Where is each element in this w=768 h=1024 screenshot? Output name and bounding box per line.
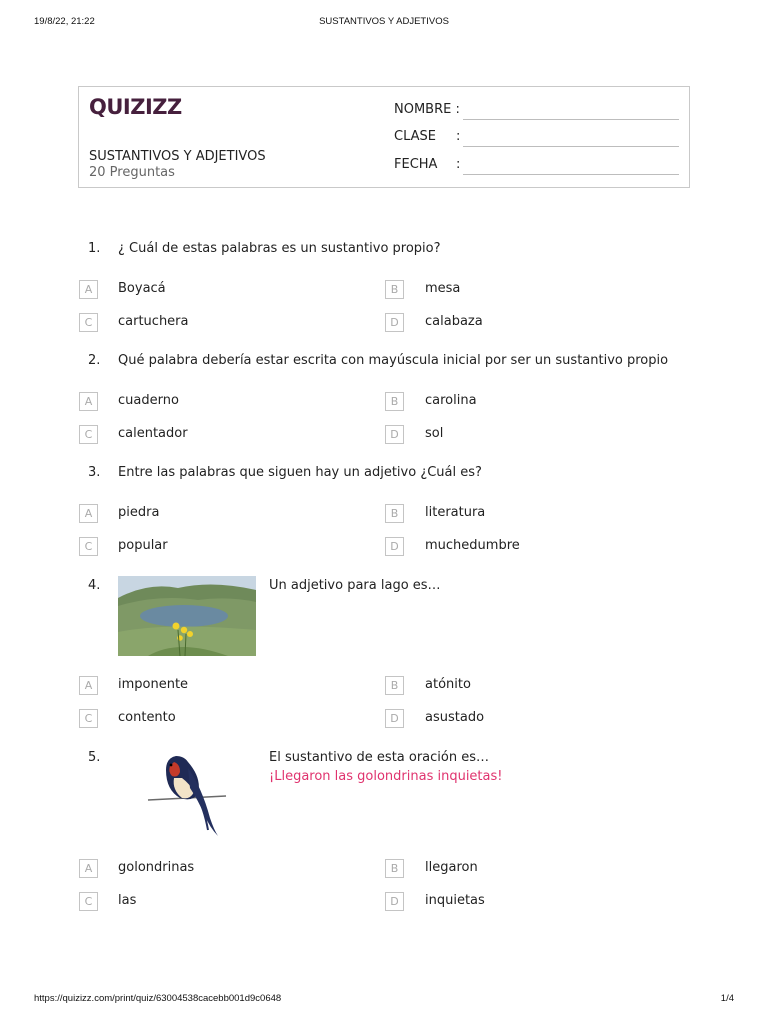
option-letter-c[interactable]: C bbox=[79, 425, 98, 444]
option-text[interactable]: carolina bbox=[425, 393, 477, 408]
question-text: Qué palabra debería estar escrita con mayúscula inicial por ser un sustantivo propio bbox=[118, 353, 669, 368]
quiz-header-box bbox=[78, 86, 690, 188]
option-letter-c[interactable]: C bbox=[79, 892, 98, 911]
name-field bbox=[394, 102, 460, 117]
option-letter-a[interactable]: A bbox=[79, 392, 98, 411]
option-text[interactable]: mesa bbox=[425, 281, 461, 296]
option-text[interactable]: Boyacá bbox=[118, 281, 166, 296]
option-letter-a[interactable]: A bbox=[79, 676, 98, 695]
option-letter-c[interactable]: C bbox=[79, 537, 98, 556]
option-text[interactable]: popular bbox=[118, 538, 168, 553]
question-number: 1. bbox=[88, 241, 101, 256]
option-text[interactable]: literatura bbox=[425, 505, 486, 520]
option-text[interactable]: imponente bbox=[118, 677, 189, 692]
date-label: FECHA bbox=[394, 157, 438, 172]
option-text[interactable]: calentador bbox=[118, 426, 188, 441]
question-number: 4. bbox=[88, 578, 101, 593]
option-letter-a[interactable]: A bbox=[79, 504, 98, 523]
option-letter-d[interactable]: D bbox=[385, 892, 404, 911]
option-text[interactable]: golondrinas bbox=[118, 860, 195, 875]
option-text[interactable]: sol bbox=[425, 426, 444, 441]
name-line[interactable] bbox=[463, 119, 679, 120]
option-text[interactable]: contento bbox=[118, 710, 176, 725]
page-number: 1/4 bbox=[720, 993, 734, 1004]
option-text[interactable]: asustado bbox=[425, 710, 485, 725]
question-number: 2. bbox=[88, 353, 101, 368]
option-text[interactable]: llegaron bbox=[425, 860, 478, 875]
option-text[interactable]: atónito bbox=[425, 677, 471, 692]
option-letter-b[interactable]: B bbox=[385, 676, 404, 695]
question-number: 5. bbox=[88, 750, 101, 765]
question-number: 3. bbox=[88, 465, 101, 480]
question-count: 20 Preguntas bbox=[89, 165, 175, 180]
option-text[interactable]: muchedumbre bbox=[425, 538, 520, 553]
quiz-title: SUSTANTIVOS Y ADJETIVOS bbox=[89, 149, 266, 164]
print-title: SUSTANTIVOS Y ADJETIVOS bbox=[319, 16, 449, 27]
lake-image bbox=[118, 576, 256, 656]
option-text[interactable]: piedra bbox=[118, 505, 160, 520]
option-letter-b[interactable]: B bbox=[385, 392, 404, 411]
date-line[interactable] bbox=[463, 174, 679, 175]
option-letter-a[interactable]: A bbox=[79, 859, 98, 878]
option-letter-b[interactable]: B bbox=[385, 280, 404, 299]
print-url[interactable]: https://quizizz.com/print/quiz/63004538cacebb001d9c0648 bbox=[34, 993, 282, 1004]
option-text[interactable]: cuaderno bbox=[118, 393, 179, 408]
question-text: El sustantivo de esta oración es… bbox=[269, 750, 490, 765]
option-letter-c[interactable]: C bbox=[79, 709, 98, 728]
option-letter-c[interactable]: C bbox=[79, 313, 98, 332]
print-header bbox=[0, 16, 768, 30]
name-label: NOMBRE : bbox=[394, 102, 460, 117]
option-letter-b[interactable]: B bbox=[385, 504, 404, 523]
date-colon: : bbox=[456, 157, 461, 172]
lake-illustration bbox=[118, 576, 256, 656]
option-letter-b[interactable]: B bbox=[385, 859, 404, 878]
class-label: CLASE bbox=[394, 129, 436, 144]
option-text[interactable]: inquietas bbox=[425, 893, 485, 908]
swallow-illustration bbox=[118, 748, 256, 840]
option-text[interactable]: las bbox=[118, 893, 137, 908]
option-text[interactable]: cartuchera bbox=[118, 314, 189, 329]
class-line[interactable] bbox=[463, 146, 679, 147]
question-text: Un adjetivo para lago es… bbox=[269, 578, 441, 593]
swallow-image bbox=[118, 748, 256, 840]
option-letter-d[interactable]: D bbox=[385, 425, 404, 444]
option-letter-a[interactable]: A bbox=[79, 280, 98, 299]
option-letter-d[interactable]: D bbox=[385, 313, 404, 332]
class-field bbox=[394, 129, 460, 144]
class-colon: : bbox=[456, 129, 461, 144]
question-highlight: ¡Llegaron las golondrinas inquietas! bbox=[269, 769, 503, 784]
option-letter-d[interactable]: D bbox=[385, 537, 404, 556]
option-letter-d[interactable]: D bbox=[385, 709, 404, 728]
print-datetime: 19/8/22, 21:22 bbox=[34, 16, 95, 27]
date-field bbox=[394, 157, 460, 172]
quizizz-logo: QUIZIZZ bbox=[89, 95, 182, 119]
option-text[interactable]: calabaza bbox=[425, 314, 483, 329]
question-text: ¿ Cuál de estas palabras es un sustantivo propio? bbox=[118, 241, 441, 256]
print-footer bbox=[0, 993, 768, 1007]
question-text: Entre las palabras que siguen hay un adjetivo ¿Cuál es? bbox=[118, 465, 482, 480]
